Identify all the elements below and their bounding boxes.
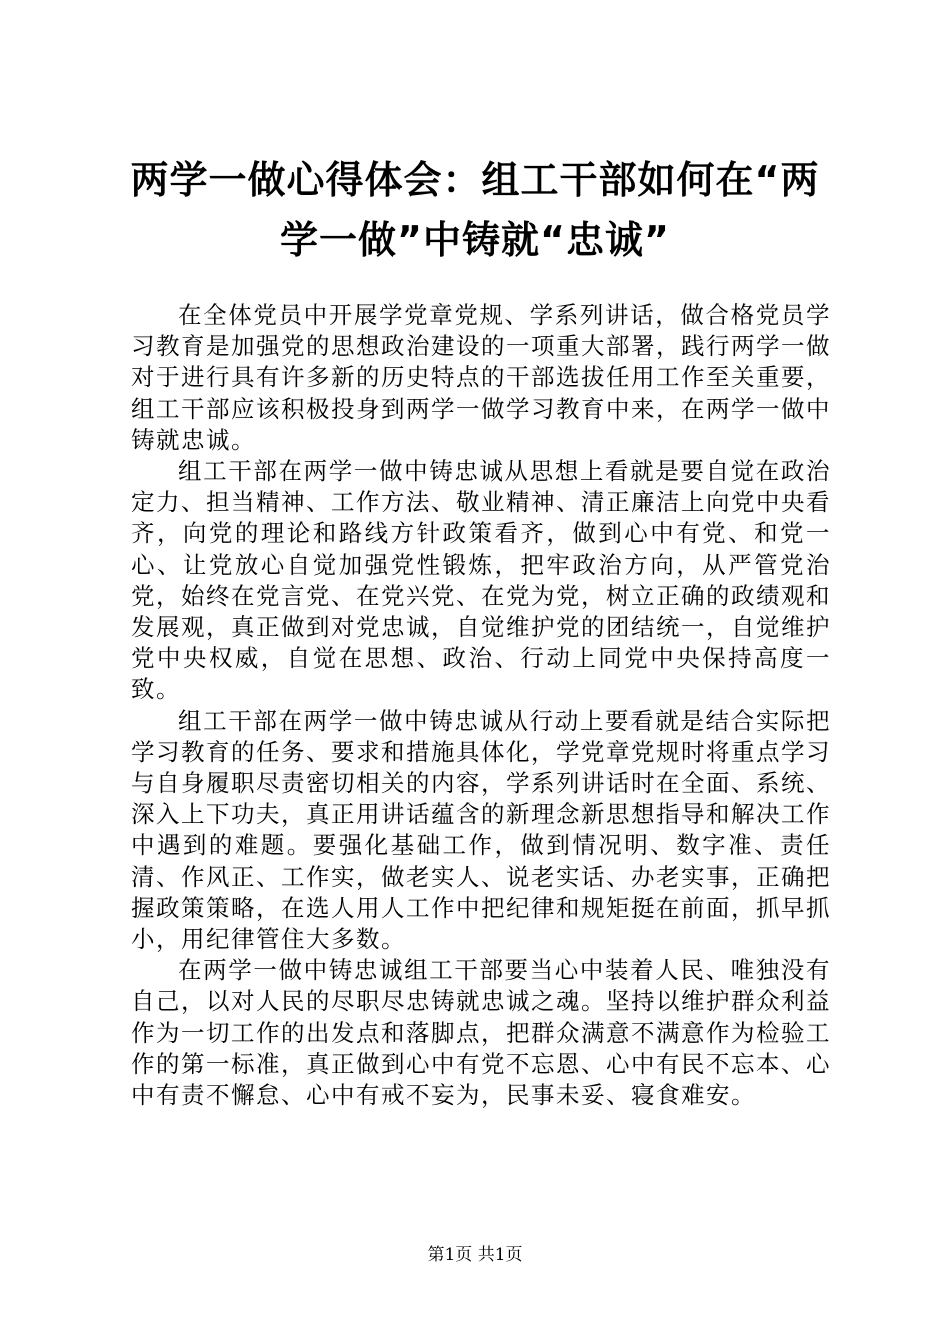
document-title: 两学一做心得体会：组工干部如何在“两学一做”中铸就“忠诚” — [130, 158, 820, 262]
body-paragraph-4: 在两学一做中铸忠诚组工干部要当心中装着人民、唯独没有自己，以对人民的尽职尽忠铸就忠诚之魂。坚持以维护群众利益作为一切工作的出发点和落脚点，把群众满意不满意作为检验工作的第一标准，真正做到心中有党不忘恩、心中有民不忘本、心中有责不懈怠、心中有戒不妄为，民事未妥、寝食难安。 — [131, 956, 831, 1110]
document-body — [131, 300, 831, 1111]
body-paragraph-1: 在全体党员中开展学党章党规、学系列讲话，做合格党员学习教育是加强党的思想政治建设的一项重大部署，践行两学一做对于进行具有许多新的历史特点的干部选拔任用工作至关重要，组工干部应该积极投身到两学一做学习教育中来，在两学一做中铸就忠诚。 — [131, 301, 831, 454]
body-paragraph-2: 组工干部在两学一做中铸忠诚从思想上看就是要自觉在政治定力、担当精神、工作方法、敬业精神、清正廉洁上向党中央看齐，向党的理论和路线方针政策看齐，做到心中有党、和党一心、让党放心自觉加强党性锻炼，把牢政治方向，从严管党治党，始终在党言党、在党兴党、在党为党，树立正确的政绩观和发展观，真正做到对党忠诚，自觉维护党的团结统一，自觉维护党中央权威，自觉在思想、政治、行动上同党中央保持高度一致。 — [131, 457, 831, 704]
page-number-footer: 第1页 共1页 — [427, 1245, 523, 1265]
body-paragraph-3: 组工干部在两学一做中铸忠诚从行动上要看就是结合实际把学习教育的任务、要求和措施具体化，学党章党规时将重点学习与自身履职尽责密切相关的内容，学系列讲话时在全面、系统、深入上下功夫，真正用讲话蕴含的新理念新思想指导和解决工作中遇到的难题。要强化基础工作，做到情况明、数字准、责任清、作风正、工作实，做老实人、说老实话、办老实事，正确把握政策策略，在选人用人工作中把纪律和规矩挺在前面，抓早抓小，用纪律管住大多数。 — [131, 706, 831, 954]
